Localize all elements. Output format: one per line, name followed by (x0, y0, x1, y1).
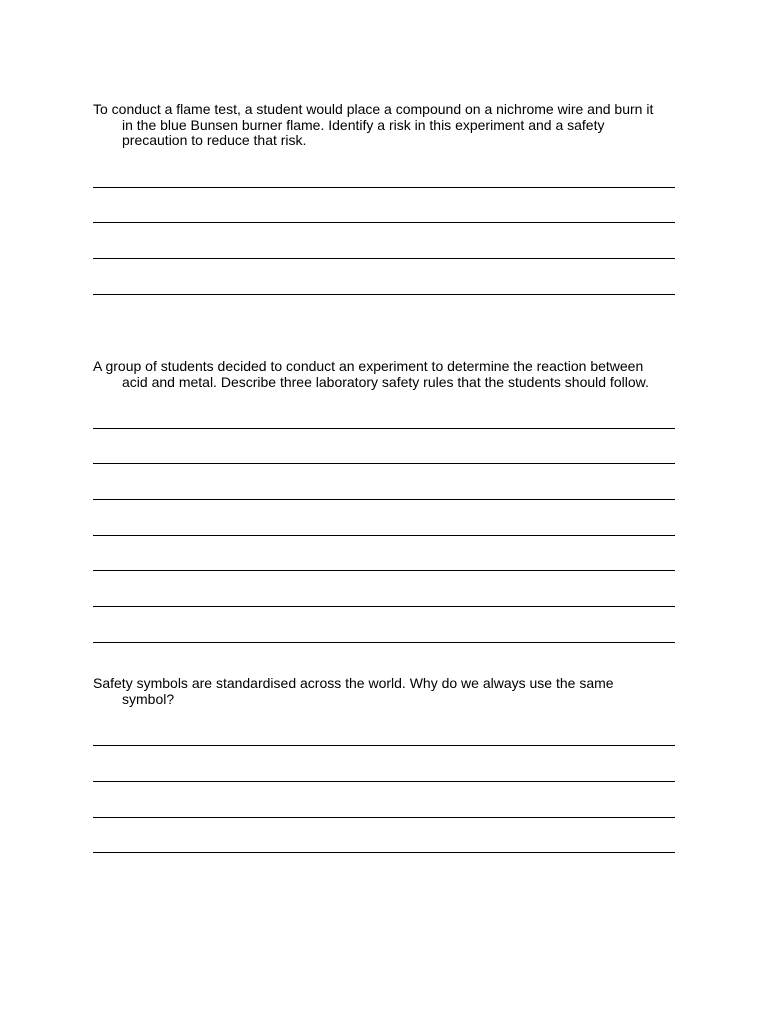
answer-line[interactable] (93, 642, 675, 643)
question-1 (93, 102, 675, 149)
answer-line[interactable] (93, 187, 675, 188)
answer-line[interactable] (93, 570, 675, 571)
question-3-line-1: Safety symbols are standardised across the world. Why do we always use the same (93, 675, 614, 691)
question-1-text (93, 102, 675, 149)
question-1-line-1: To conduct a flame test, a student would place a compound on a nichrome wire and burn it (93, 101, 654, 117)
answer-line[interactable] (93, 745, 675, 746)
question-2-line-1: A group of students decided to conduct an experiment to determine the reaction between (93, 358, 644, 374)
question-2-line-2: acid and metal. Describe three laboratory safety rules that the students should follow. (122, 373, 649, 390)
answer-line[interactable] (93, 258, 675, 259)
answer-line[interactable] (93, 428, 675, 429)
answer-line[interactable] (93, 852, 675, 853)
answer-line[interactable] (93, 535, 675, 536)
answer-line[interactable] (93, 606, 675, 607)
answer-line[interactable] (93, 222, 675, 223)
answer-line[interactable] (93, 294, 675, 295)
answer-line[interactable] (93, 499, 675, 500)
question-1-line-3: precaution to reduce that risk. (122, 132, 307, 148)
question-2-text (93, 359, 675, 390)
answer-line[interactable] (93, 781, 675, 782)
question-3-line-2: symbol? (122, 690, 175, 707)
question-3-text (93, 676, 675, 707)
question-2 (93, 359, 675, 390)
answer-line[interactable] (93, 817, 675, 818)
answer-line[interactable] (93, 463, 675, 464)
question-1-line-2: in the blue Bunsen burner flame. Identify a risk in this experiment and a safety (122, 116, 605, 133)
question-3 (93, 676, 675, 707)
